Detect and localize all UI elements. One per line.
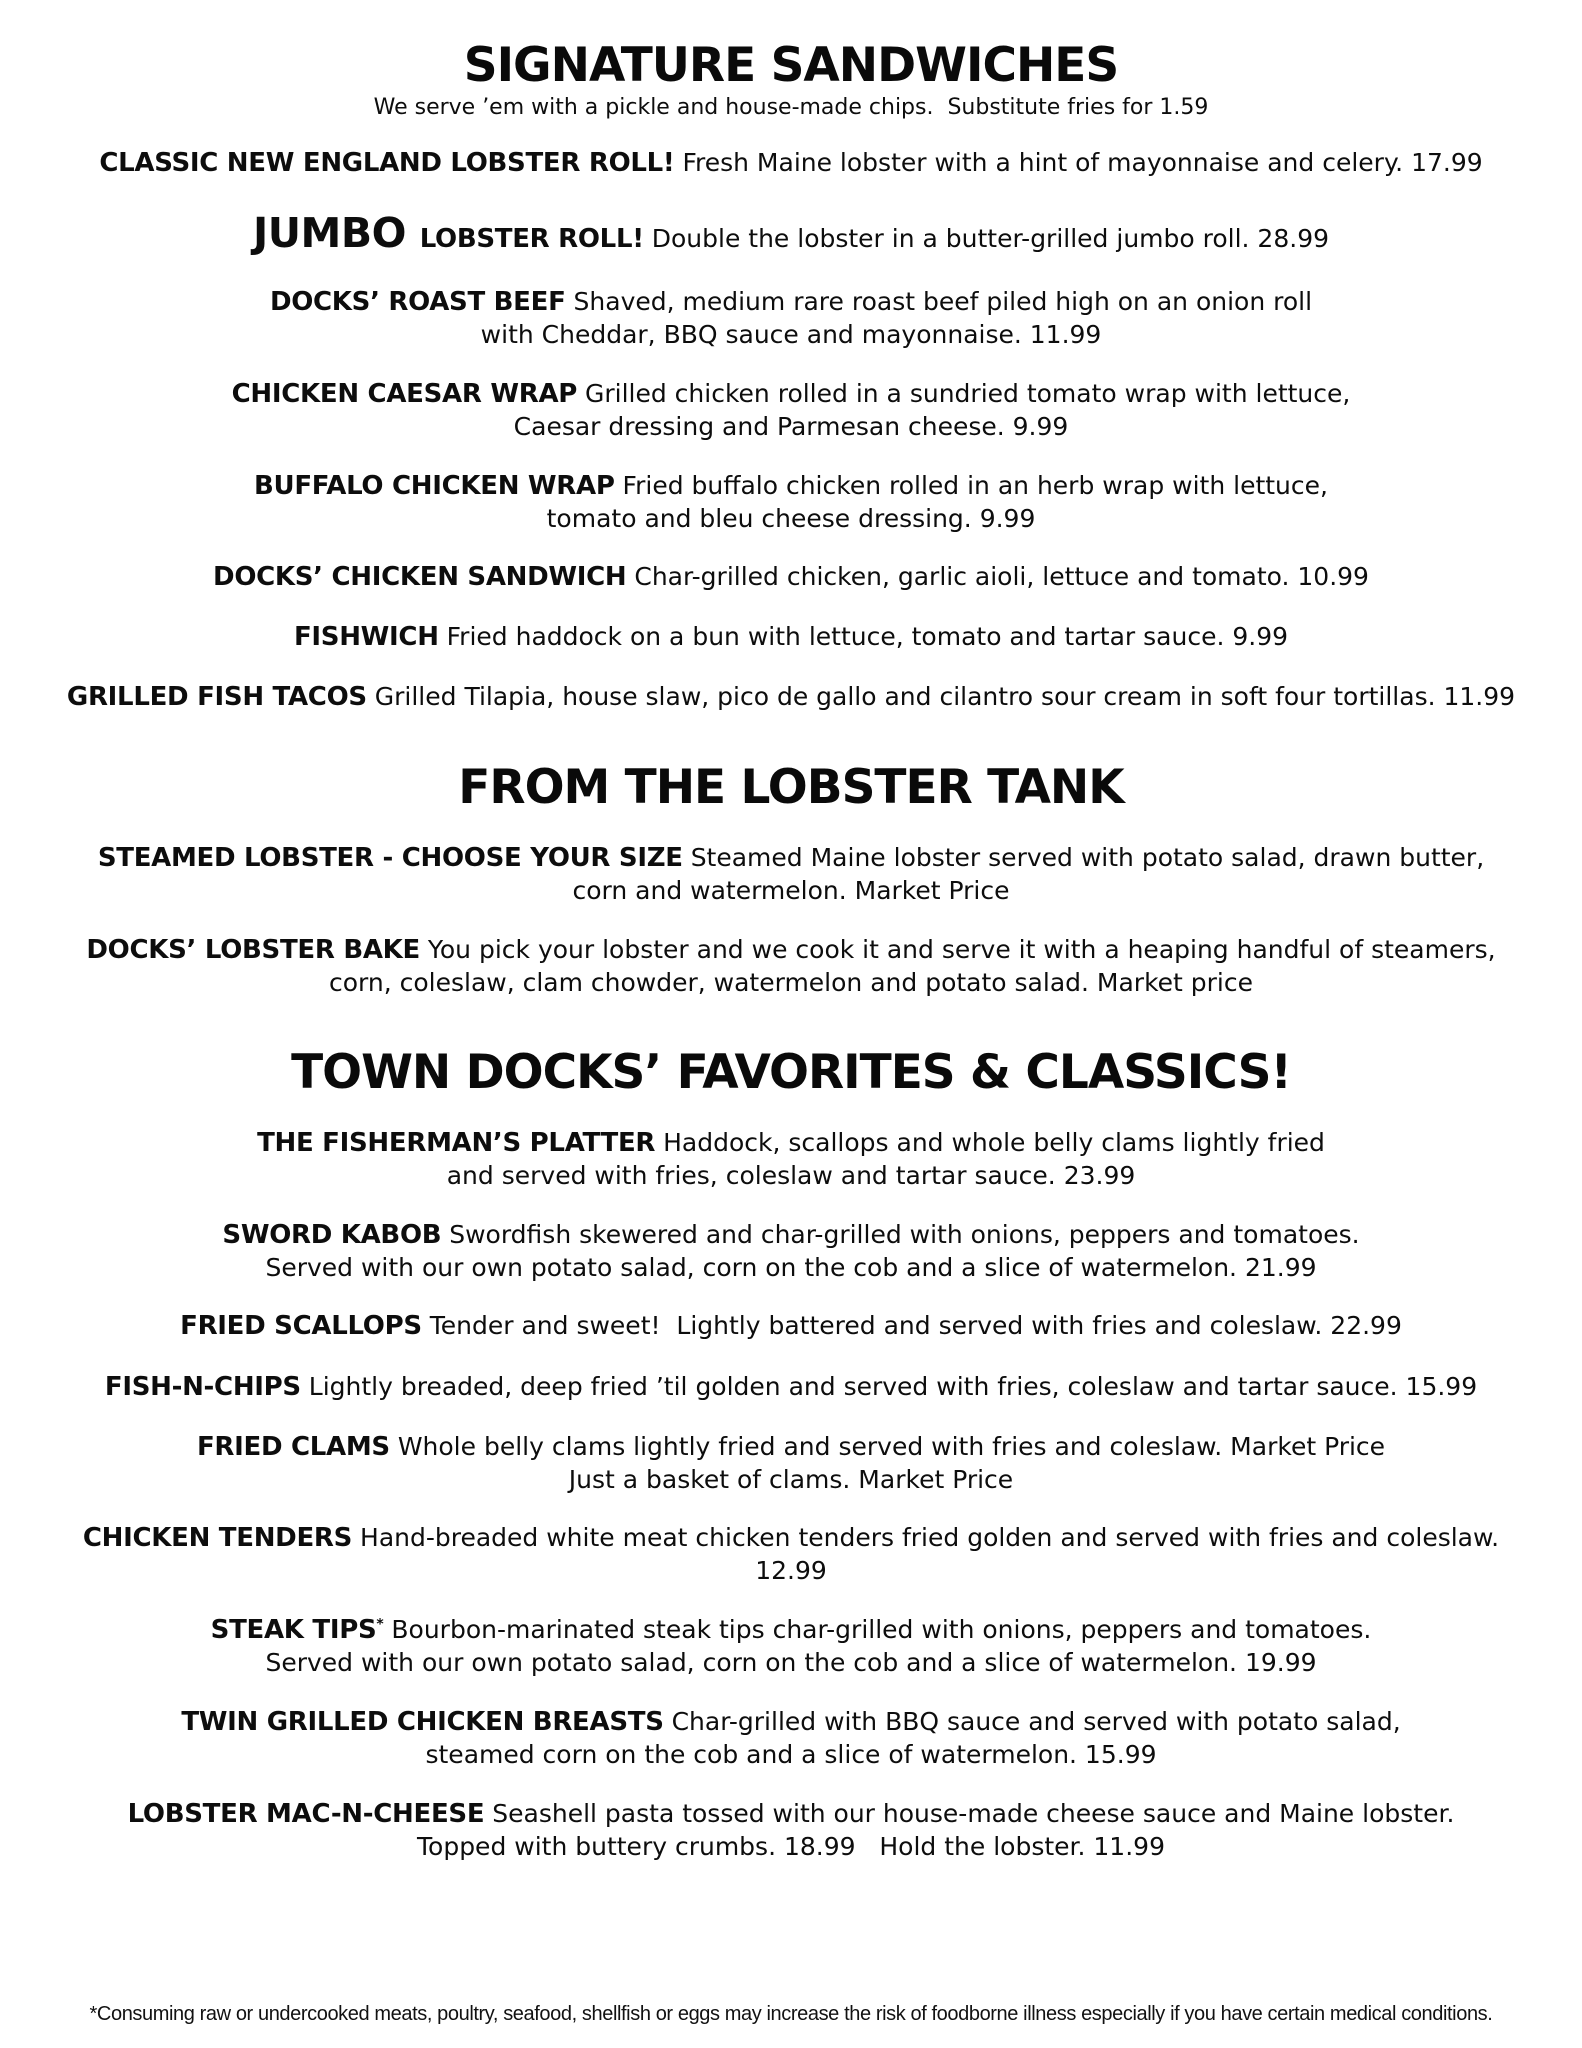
item-name: SWORD KABOB [222, 1219, 442, 1250]
item-description: Shaved, medium rare roast beef piled high on an onion roll with Cheddar, BBQ sauce and mayonnaise. 11.99 [480, 287, 1313, 350]
item-name: FRIED CLAMS [196, 1431, 390, 1462]
menu-item [59, 1798, 1524, 1863]
menu-item [59, 1127, 1524, 1192]
item-name: STEAMED LOBSTER - CHOOSE YOUR SIZE [97, 843, 683, 874]
item-description: You pick your lobster and we cook it and serve it with a heaping handful of steamers, corn, coleslaw, clam chowder, watermelon and potato salad. Market price [328, 935, 1496, 998]
item-description: Grilled chicken rolled in a sundried tomato wrap with lettuce, Caesar dressing and Parmesan cheese. 9.99 [513, 378, 1351, 441]
item-name-asterisk: * [376, 1616, 384, 1633]
item-description: Lightly breaded, deep fried ’til golden and served with fries, coleslaw and tartar sauce. 15.99 [308, 1371, 1478, 1401]
menu-item [59, 147, 1524, 180]
item-description: Seashell pasta tossed with our house-made cheese sauce and Maine lobster. Topped with buttery crumbs. 18.99 Hold the lobster. 11.99 [417, 1798, 1455, 1861]
menu-item [59, 207, 1524, 259]
menu-item [59, 378, 1524, 443]
menu-content [55, 26, 1527, 1889]
menu-item [59, 934, 1524, 999]
item-name: CLASSIC NEW ENGLAND LOBSTER ROLL! [99, 148, 675, 178]
item-name: DOCKS’ LOBSTER BAKE [86, 935, 420, 966]
menu-item [59, 1706, 1524, 1771]
item-name: LOBSTER MAC-N-CHEESE [127, 1798, 485, 1829]
item-name: CHICKEN CAESAR WRAP [231, 378, 578, 409]
menu-section [55, 760, 1527, 999]
item-description: Fresh Maine lobster with a hint of mayonnaise and celery. 17.99 [682, 148, 1483, 177]
section-title: TOWN DOCKS’ FAVORITES & CLASSICS! [291, 1044, 1291, 1100]
item-description: Haddock, scallops and whole belly clams lightly fried and served with fries, coleslaw and tartar sauce. 23.99 [446, 1127, 1325, 1190]
menu-item [59, 1431, 1524, 1496]
menu-item [59, 1614, 1524, 1679]
item-name: FISH-N-CHIPS [104, 1371, 301, 1402]
menu-item [59, 1522, 1524, 1587]
item-description: Hand-breaded white meat chicken tenders fried golden and served with fries and coleslaw. 12.99 [360, 1523, 1508, 1586]
menu-item [59, 561, 1524, 594]
item-description: Char-grilled chicken, garlic aioli, lettuce and tomato. 10.99 [634, 562, 1369, 592]
item-name: DOCKS’ CHICKEN SANDWICH [213, 562, 627, 593]
item-description: Bourbon-marinated steak tips char-grilled with onions, peppers and tomatoes. Served with our own potato salad, corn on the cob and a slice of watermelon. 19.99 [265, 1615, 1372, 1678]
section-title: SIGNATURE SANDWICHES [463, 38, 1119, 93]
menu-item [59, 470, 1524, 535]
item-name: THE FISHERMAN’S PLATTER [257, 1127, 656, 1158]
menu-item [59, 1310, 1524, 1343]
item-description: Fried haddock on a bun with lettuce, tomato and tartar sauce. 9.99 [446, 622, 1289, 652]
item-name: FRIED SCALLOPS [180, 1311, 422, 1342]
item-name: STEAK TIPS* [210, 1615, 384, 1646]
item-name: CHICKEN TENDERS [82, 1523, 353, 1554]
item-name: LOBSTER ROLL! [419, 224, 644, 255]
menu-section [55, 38, 1527, 714]
item-name-emphasis: JUMBO [252, 209, 420, 258]
menu-item [59, 1371, 1524, 1404]
item-description: Tender and sweet! Lightly battered and served with fries and coleslaw. 22.99 [429, 1311, 1402, 1341]
item-name: BUFFALO CHICKEN WRAP [254, 470, 615, 501]
item-description: Double the lobster in a butter-grilled jumbo roll. 28.99 [651, 224, 1330, 254]
menu-item [59, 1219, 1524, 1284]
item-name: TWIN GRILLED CHICKEN BREASTS [181, 1706, 664, 1737]
section-title: FROM THE LOBSTER TANK [458, 760, 1124, 816]
menu-item [59, 286, 1524, 351]
item-name: DOCKS’ ROAST BEEF [269, 287, 566, 318]
menu-item [59, 681, 1524, 714]
menu-item [59, 621, 1524, 654]
section-subtitle: We serve ’em with a pickle and house-made chips. Substitute fries for 1.59 [373, 95, 1209, 120]
disclaimer-text: *Consuming raw or undercooked meats, poultry, seafood, shellfish or eggs may increase the risk of foodborne illness especially if you have certain medical conditions. [89, 2003, 1493, 2025]
item-description: Whole belly clams lightly fried and served with fries and coleslaw. Market Price Just a basket of clams. Market Price [397, 1431, 1386, 1494]
item-name: GRILLED FISH TACOS [66, 682, 367, 713]
item-description: Steamed Maine lobster served with potato salad, drawn butter, corn and watermelon. Market Price [572, 843, 1485, 906]
menu-item [59, 842, 1524, 907]
menu-section [55, 1045, 1527, 1862]
item-description: Fried buffalo chicken rolled in an herb wrap with lettuce, tomato and bleu cheese dressing. 9.99 [546, 470, 1328, 533]
item-description: Swordfish skewered and char-grilled with onions, peppers and tomatoes. Served with our own potato salad, corn on the cob and a slice of watermelon. 21.99 [265, 1219, 1360, 1282]
item-description: Grilled Tilapia, house slaw, pico de gallo and cilantro sour cream in soft four tortillas. 11.99 [374, 682, 1516, 712]
item-name: FISHWICH [293, 622, 439, 653]
item-description: Char-grilled with BBQ sauce and served with potato salad, steamed corn on the cob and a slice of watermelon. 15.99 [425, 1706, 1401, 1769]
